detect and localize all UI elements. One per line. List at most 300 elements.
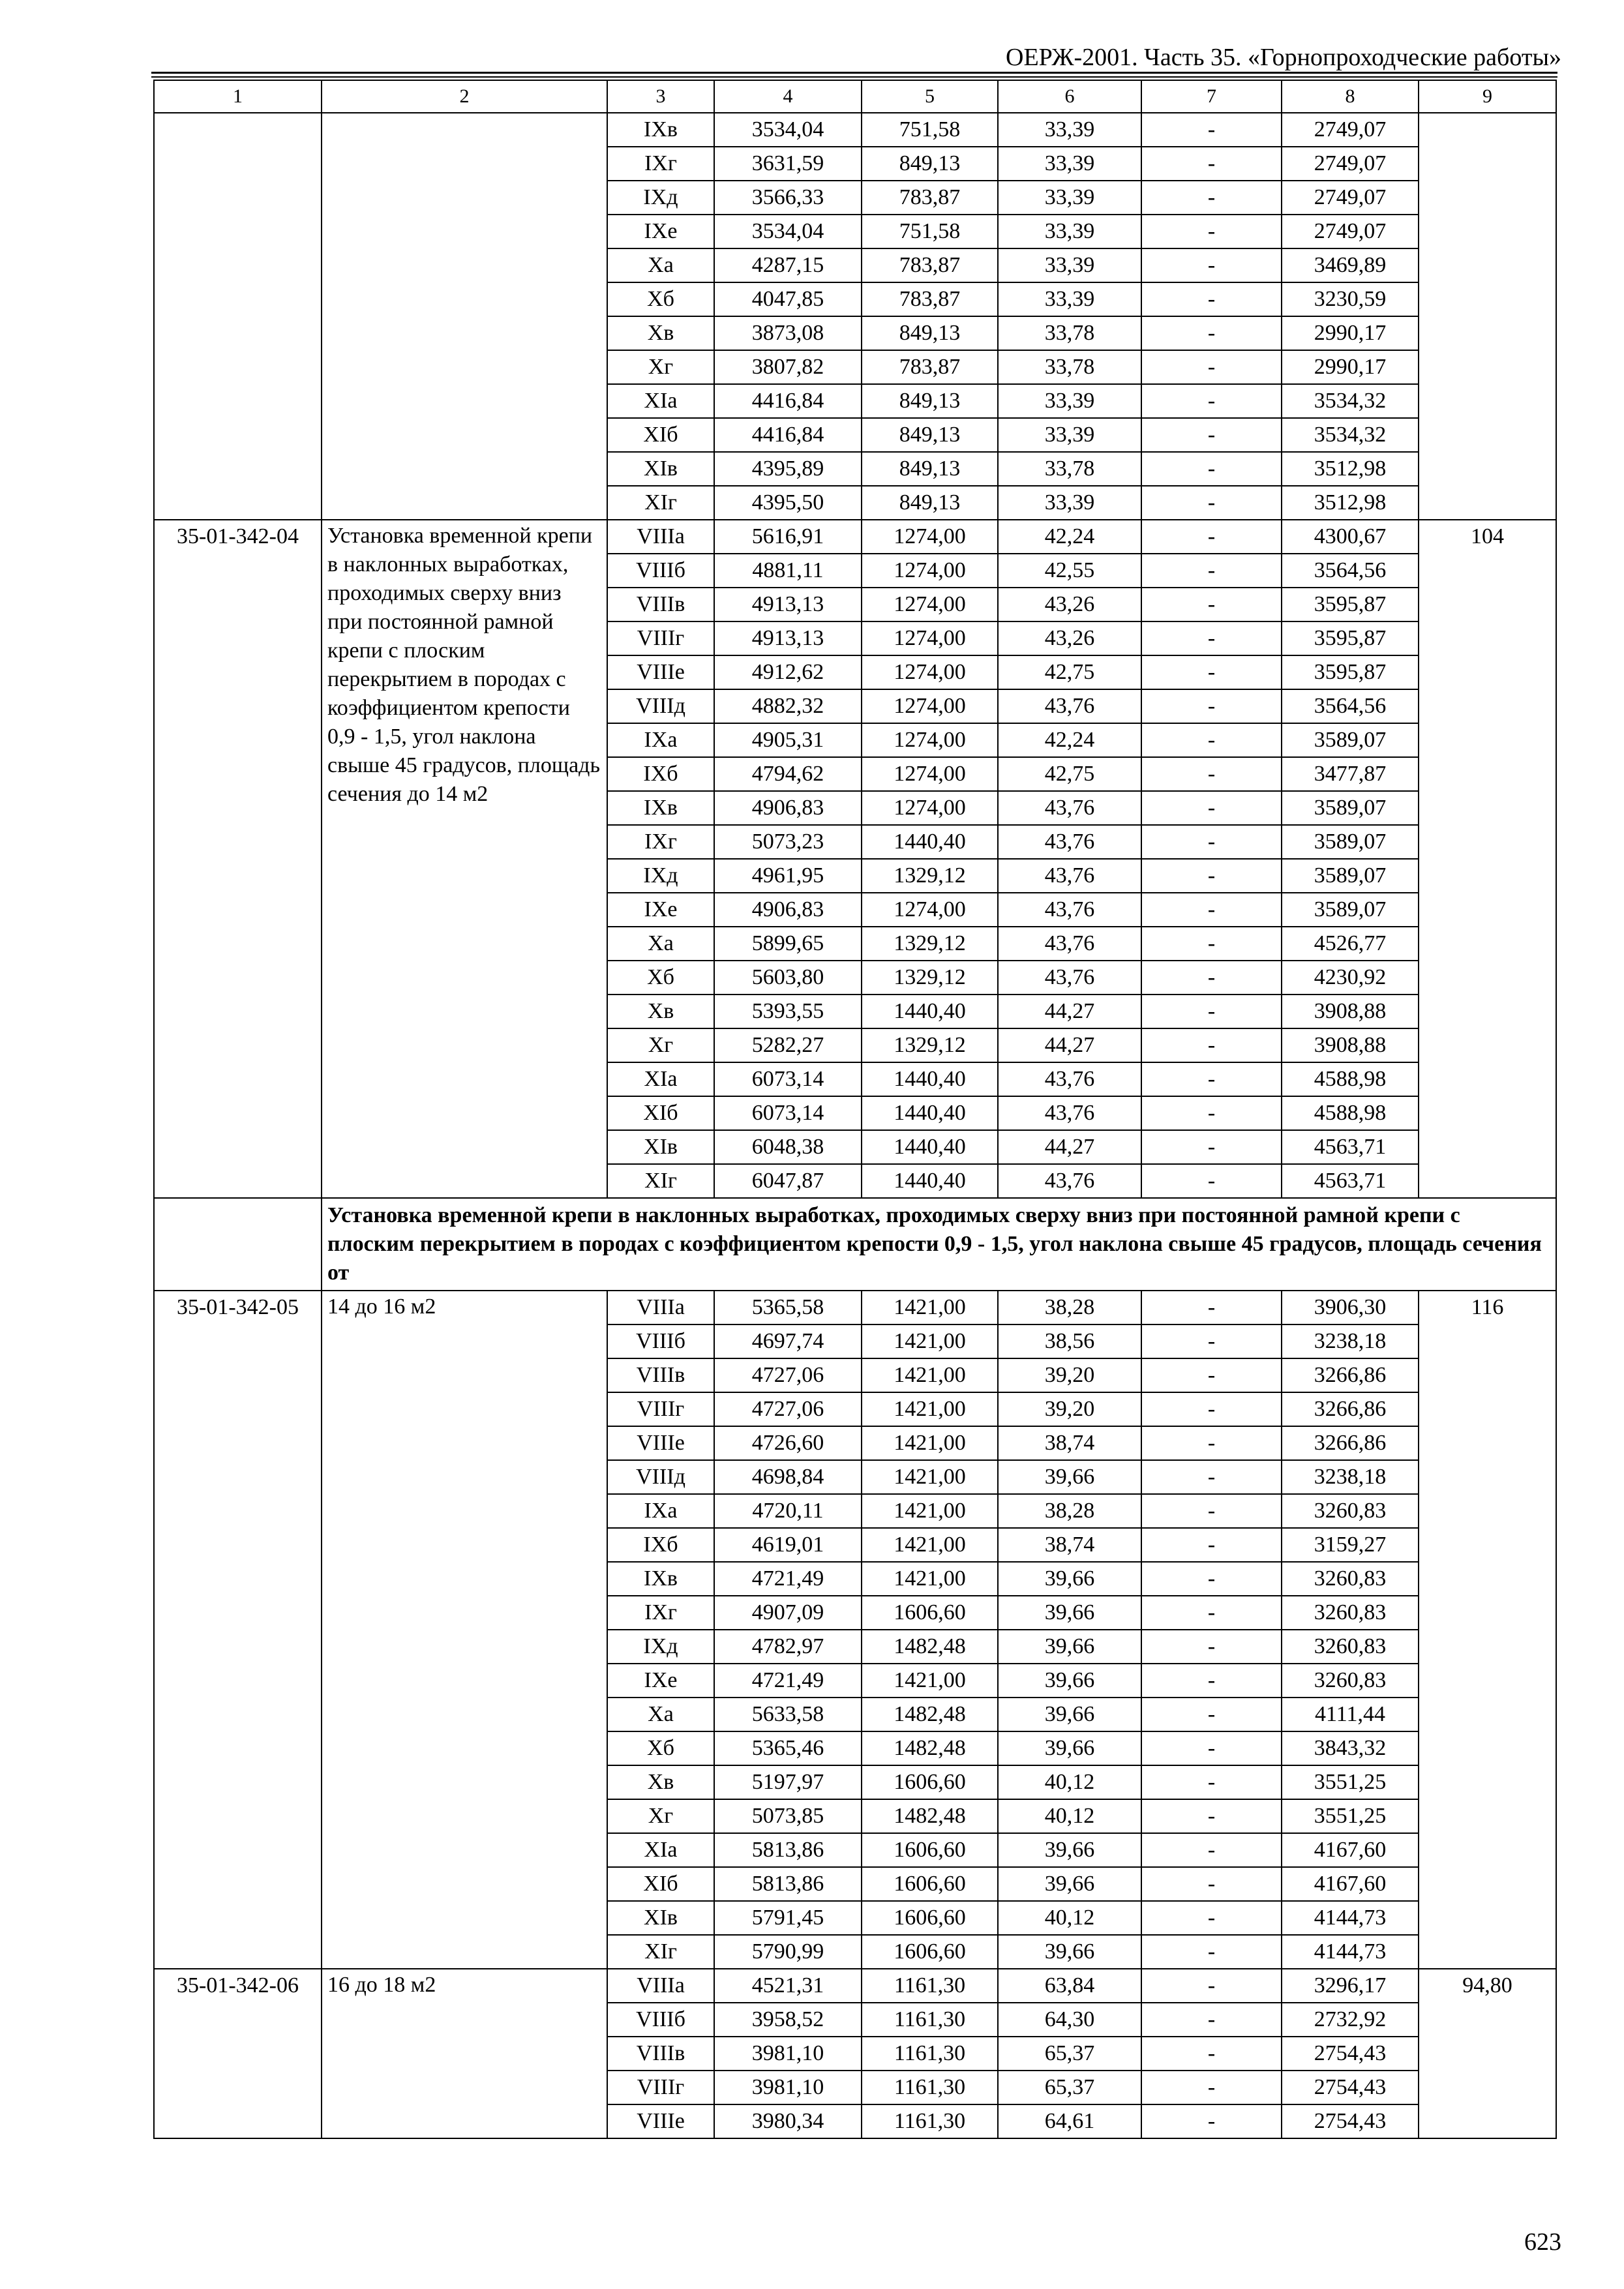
value-col7-cell: - bbox=[1141, 2037, 1282, 2071]
value-col4-cell: 4721,49 bbox=[714, 1664, 862, 1698]
column-number: 5 bbox=[862, 80, 998, 113]
value-col4-cell: 3534,04 bbox=[714, 113, 862, 147]
value-col5-cell: 1274,00 bbox=[862, 791, 998, 825]
value-col5-cell: 783,87 bbox=[862, 181, 998, 215]
value-col6-cell: 33,39 bbox=[998, 384, 1141, 418]
value-col4-cell: 5282,27 bbox=[714, 1028, 862, 1062]
value-col5-cell: 1274,00 bbox=[862, 655, 998, 689]
value-col7-cell: - bbox=[1141, 1130, 1282, 1164]
value-col4-cell: 4961,95 bbox=[714, 859, 862, 893]
value-col6-cell: 39,20 bbox=[998, 1358, 1141, 1392]
value-col7-cell: - bbox=[1141, 2071, 1282, 2104]
value-col8-cell: 3512,98 bbox=[1282, 486, 1419, 520]
group-cell: VIIIг bbox=[607, 2071, 714, 2104]
value-col5-cell: 1421,00 bbox=[862, 1494, 998, 1528]
value-col4-cell: 3980,34 bbox=[714, 2104, 862, 2138]
description-cell: 14 до 16 м2 bbox=[322, 1291, 607, 1969]
value-col7-cell: - bbox=[1141, 1096, 1282, 1130]
group-cell: VIIIг bbox=[607, 1392, 714, 1426]
group-cell: VIIIб bbox=[607, 2003, 714, 2037]
value-col8-cell: 4300,67 bbox=[1282, 520, 1419, 554]
value-col5-cell: 1274,00 bbox=[862, 893, 998, 927]
value-col5-cell: 849,13 bbox=[862, 316, 998, 350]
value-col7-cell: - bbox=[1141, 995, 1282, 1028]
value-col6-cell: 43,76 bbox=[998, 689, 1141, 723]
group-cell: IXа bbox=[607, 1494, 714, 1528]
group-cell: XIб bbox=[607, 418, 714, 452]
value-col6-cell: 39,66 bbox=[998, 1596, 1141, 1630]
column-number: 6 bbox=[998, 80, 1141, 113]
value-col5-cell: 1421,00 bbox=[862, 1392, 998, 1426]
value-col4-cell: 4721,49 bbox=[714, 1562, 862, 1596]
value-col5-cell: 1274,00 bbox=[862, 689, 998, 723]
value-col4-cell: 4881,11 bbox=[714, 554, 862, 588]
group-cell: Xв bbox=[607, 316, 714, 350]
value-col8-cell: 3595,87 bbox=[1282, 588, 1419, 621]
value-col8-cell: 4144,73 bbox=[1282, 1901, 1419, 1935]
value-col6-cell: 65,37 bbox=[998, 2071, 1141, 2104]
group-cell: Xг bbox=[607, 1799, 714, 1833]
value-col8-cell: 2754,43 bbox=[1282, 2071, 1419, 2104]
value-col8-cell: 4230,92 bbox=[1282, 961, 1419, 995]
table-body bbox=[154, 80, 1556, 2138]
value-col7-cell: - bbox=[1141, 689, 1282, 723]
group-cell: VIIIб bbox=[607, 1324, 714, 1358]
group-cell: Xв bbox=[607, 1765, 714, 1799]
group-cell: IXд bbox=[607, 859, 714, 893]
value-col6-cell: 38,28 bbox=[998, 1494, 1141, 1528]
value-col7-cell: - bbox=[1141, 1028, 1282, 1062]
value-col5-cell: 1440,40 bbox=[862, 1096, 998, 1130]
value-col4-cell: 4782,97 bbox=[714, 1630, 862, 1664]
value-col7-cell: - bbox=[1141, 147, 1282, 181]
value-col4-cell: 4416,84 bbox=[714, 384, 862, 418]
value-col6-cell: 33,39 bbox=[998, 113, 1141, 147]
group-cell: VIIIд bbox=[607, 689, 714, 723]
value-col6-cell: 43,76 bbox=[998, 893, 1141, 927]
value-col6-cell: 43,76 bbox=[998, 1062, 1141, 1096]
value-col7-cell: - bbox=[1141, 1901, 1282, 1935]
value-col6-cell: 42,24 bbox=[998, 520, 1141, 554]
value-col7-cell: - bbox=[1141, 621, 1282, 655]
value-col6-cell: 39,66 bbox=[998, 1562, 1141, 1596]
value-col4-cell: 3566,33 bbox=[714, 181, 862, 215]
group-cell: Xв bbox=[607, 995, 714, 1028]
group-cell: Xб bbox=[607, 282, 714, 316]
value-col5-cell: 1421,00 bbox=[862, 1324, 998, 1358]
value-col7-cell: - bbox=[1141, 418, 1282, 452]
value-col7-cell: - bbox=[1141, 2003, 1282, 2037]
value-col8-cell: 3266,86 bbox=[1282, 1358, 1419, 1392]
value-col6-cell: 43,26 bbox=[998, 588, 1141, 621]
value-col4-cell: 5791,45 bbox=[714, 1901, 862, 1935]
group-cell: XIг bbox=[607, 1935, 714, 1969]
value-col5-cell: 1421,00 bbox=[862, 1562, 998, 1596]
value-col5-cell: 751,58 bbox=[862, 113, 998, 147]
value-col4-cell: 6073,14 bbox=[714, 1062, 862, 1096]
value-col7-cell: - bbox=[1141, 2104, 1282, 2138]
code-cell bbox=[154, 113, 322, 520]
group-cell: XIа bbox=[607, 1062, 714, 1096]
value-col6-cell: 39,66 bbox=[998, 1833, 1141, 1867]
value-col4-cell: 4907,09 bbox=[714, 1596, 862, 1630]
column-number: 1 bbox=[154, 80, 322, 113]
page-number: 623 bbox=[1524, 2228, 1561, 2256]
value-col5-cell: 1482,48 bbox=[862, 1731, 998, 1765]
column-number: 9 bbox=[1419, 80, 1556, 113]
value-col8-cell: 3159,27 bbox=[1282, 1528, 1419, 1562]
value-col8-cell: 3843,32 bbox=[1282, 1731, 1419, 1765]
value-col4-cell: 3981,10 bbox=[714, 2037, 862, 2071]
value-col5-cell: 1329,12 bbox=[862, 927, 998, 961]
group-cell: IXг bbox=[607, 147, 714, 181]
value-col7-cell: - bbox=[1141, 520, 1282, 554]
value-col8-cell: 3564,56 bbox=[1282, 554, 1419, 588]
value-col5-cell: 1421,00 bbox=[862, 1528, 998, 1562]
value-col5-cell: 849,13 bbox=[862, 147, 998, 181]
value-col6-cell: 33,39 bbox=[998, 215, 1141, 248]
code-cell: 35-01-342-05 bbox=[154, 1291, 322, 1969]
value-col4-cell: 4882,32 bbox=[714, 689, 862, 723]
value-col5-cell: 1421,00 bbox=[862, 1664, 998, 1698]
value-col5-cell: 1440,40 bbox=[862, 1130, 998, 1164]
value-col4-cell: 4416,84 bbox=[714, 418, 862, 452]
value-col4-cell: 4906,83 bbox=[714, 893, 862, 927]
column-number: 3 bbox=[607, 80, 714, 113]
header-rule-secondary bbox=[151, 76, 1557, 78]
value-col8-cell: 3260,83 bbox=[1282, 1630, 1419, 1664]
value-col8-cell: 3595,87 bbox=[1282, 621, 1419, 655]
value-col7-cell: - bbox=[1141, 350, 1282, 384]
value-col6-cell: 33,39 bbox=[998, 147, 1141, 181]
value-col8-cell: 4144,73 bbox=[1282, 1935, 1419, 1969]
value-col8-cell: 3260,83 bbox=[1282, 1664, 1419, 1698]
value-col4-cell: 5813,86 bbox=[714, 1833, 862, 1867]
group-cell: Xа bbox=[607, 248, 714, 282]
value-col7-cell: - bbox=[1141, 1426, 1282, 1460]
table-row bbox=[154, 1291, 1556, 1324]
value-col4-cell: 5365,58 bbox=[714, 1291, 862, 1324]
group-cell: VIIIд bbox=[607, 1460, 714, 1494]
group-cell: XIг bbox=[607, 1164, 714, 1198]
value-col8-cell: 3589,07 bbox=[1282, 791, 1419, 825]
code-cell: 35-01-342-04 bbox=[154, 520, 322, 1198]
value-col7-cell: - bbox=[1141, 1494, 1282, 1528]
group-cell: VIIIв bbox=[607, 2037, 714, 2071]
group-cell: IXв bbox=[607, 113, 714, 147]
value-col5-cell: 849,13 bbox=[862, 486, 998, 520]
value-col6-cell: 38,56 bbox=[998, 1324, 1141, 1358]
value-col7-cell: - bbox=[1141, 859, 1282, 893]
group-cell: IXв bbox=[607, 791, 714, 825]
value-col8-cell: 3589,07 bbox=[1282, 723, 1419, 757]
value-col5-cell: 849,13 bbox=[862, 418, 998, 452]
value-col7-cell: - bbox=[1141, 1799, 1282, 1833]
group-cell: IXе bbox=[607, 893, 714, 927]
value-col6-cell: 43,76 bbox=[998, 927, 1141, 961]
value-col8-cell: 4563,71 bbox=[1282, 1164, 1419, 1198]
value-col8-cell: 2990,17 bbox=[1282, 350, 1419, 384]
value-col7-cell: - bbox=[1141, 893, 1282, 927]
value-col4-cell: 4395,89 bbox=[714, 452, 862, 486]
value-col8-cell: 4526,77 bbox=[1282, 927, 1419, 961]
value-col6-cell: 40,12 bbox=[998, 1765, 1141, 1799]
value-col7-cell: - bbox=[1141, 588, 1282, 621]
group-cell: IXе bbox=[607, 1664, 714, 1698]
value-col8-cell: 2754,43 bbox=[1282, 2104, 1419, 2138]
value-col6-cell: 39,66 bbox=[998, 1698, 1141, 1731]
value-col5-cell: 849,13 bbox=[862, 384, 998, 418]
value-col4-cell: 4727,06 bbox=[714, 1392, 862, 1426]
value-col7-cell: - bbox=[1141, 1935, 1282, 1969]
group-cell: VIIIе bbox=[607, 655, 714, 689]
value-col8-cell: 3230,59 bbox=[1282, 282, 1419, 316]
group-cell: XIг bbox=[607, 486, 714, 520]
value-col5-cell: 1606,60 bbox=[862, 1867, 998, 1901]
value-col6-cell: 33,78 bbox=[998, 452, 1141, 486]
value-col7-cell: - bbox=[1141, 1698, 1282, 1731]
value-col6-cell: 40,12 bbox=[998, 1901, 1141, 1935]
value-col7-cell: - bbox=[1141, 1528, 1282, 1562]
value-col4-cell: 6047,87 bbox=[714, 1164, 862, 1198]
value-col6-cell: 39,66 bbox=[998, 1935, 1141, 1969]
column-number-row bbox=[154, 80, 1556, 113]
value-col8-cell: 3564,56 bbox=[1282, 689, 1419, 723]
description-cell: 16 до 18 м2 bbox=[322, 1969, 607, 2138]
value-col8-cell: 2990,17 bbox=[1282, 316, 1419, 350]
value-col8-cell: 3908,88 bbox=[1282, 995, 1419, 1028]
value-col8-cell: 2732,92 bbox=[1282, 2003, 1419, 2037]
value-col5-cell: 849,13 bbox=[862, 452, 998, 486]
value-col7-cell: - bbox=[1141, 1460, 1282, 1494]
value-col6-cell: 33,78 bbox=[998, 350, 1141, 384]
group-cell: XIб bbox=[607, 1096, 714, 1130]
value-col5-cell: 1274,00 bbox=[862, 588, 998, 621]
value-col5-cell: 1161,30 bbox=[862, 2104, 998, 2138]
group-cell: VIIIе bbox=[607, 1426, 714, 1460]
value-col5-cell: 1440,40 bbox=[862, 1062, 998, 1096]
value-col4-cell: 3534,04 bbox=[714, 215, 862, 248]
value-col5-cell: 1274,00 bbox=[862, 520, 998, 554]
value-col7-cell: - bbox=[1141, 1731, 1282, 1765]
value-col6-cell: 43,76 bbox=[998, 1164, 1141, 1198]
value-col5-cell: 1440,40 bbox=[862, 1164, 998, 1198]
value-col7-cell: - bbox=[1141, 927, 1282, 961]
value-col7-cell: - bbox=[1141, 723, 1282, 757]
value-col6-cell: 63,84 bbox=[998, 1969, 1141, 2003]
group-cell: Xа bbox=[607, 927, 714, 961]
value-col7-cell: - bbox=[1141, 1164, 1282, 1198]
value-col7-cell: - bbox=[1141, 486, 1282, 520]
value-col5-cell: 1440,40 bbox=[862, 995, 998, 1028]
value-col5-cell: 1161,30 bbox=[862, 1969, 998, 2003]
value-col7-cell: - bbox=[1141, 215, 1282, 248]
value-col7-cell: - bbox=[1141, 655, 1282, 689]
group-cell: IXб bbox=[607, 757, 714, 791]
value-col6-cell: 42,55 bbox=[998, 554, 1141, 588]
value-col4-cell: 4727,06 bbox=[714, 1358, 862, 1392]
group-cell: VIIIб bbox=[607, 554, 714, 588]
value-col8-cell: 2754,43 bbox=[1282, 2037, 1419, 2071]
value-col8-cell: 3266,86 bbox=[1282, 1392, 1419, 1426]
value-col4-cell: 4794,62 bbox=[714, 757, 862, 791]
value-col6-cell: 43,76 bbox=[998, 791, 1141, 825]
code-cell: 35-01-342-06 bbox=[154, 1969, 322, 2138]
group-cell: IXг bbox=[607, 1596, 714, 1630]
value-col7-cell: - bbox=[1141, 452, 1282, 486]
value-col5-cell: 783,87 bbox=[862, 282, 998, 316]
value-col8-cell: 3551,25 bbox=[1282, 1765, 1419, 1799]
value-col4-cell: 5633,58 bbox=[714, 1698, 862, 1731]
value-col5-cell: 1161,30 bbox=[862, 2071, 998, 2104]
value-col8-cell: 3296,17 bbox=[1282, 1969, 1419, 2003]
group-cell: VIIIг bbox=[607, 621, 714, 655]
value-col7-cell: - bbox=[1141, 248, 1282, 282]
value-col6-cell: 38,74 bbox=[998, 1528, 1141, 1562]
description-cell bbox=[322, 113, 607, 520]
value-col4-cell: 4698,84 bbox=[714, 1460, 862, 1494]
value-col5-cell: 783,87 bbox=[862, 350, 998, 384]
value-col5-cell: 1274,00 bbox=[862, 757, 998, 791]
group-cell: VIIIе bbox=[607, 2104, 714, 2138]
section-title-row bbox=[154, 1198, 1556, 1291]
value-col4-cell: 5393,55 bbox=[714, 995, 862, 1028]
group-cell: XIв bbox=[607, 1130, 714, 1164]
value-col7-cell: - bbox=[1141, 1562, 1282, 1596]
group-cell: IXб bbox=[607, 1528, 714, 1562]
group-cell: IXг bbox=[607, 825, 714, 859]
value-col8-cell: 3908,88 bbox=[1282, 1028, 1419, 1062]
value-col8-cell: 3589,07 bbox=[1282, 893, 1419, 927]
value-col7-cell: - bbox=[1141, 1291, 1282, 1324]
value-col5-cell: 1482,48 bbox=[862, 1799, 998, 1833]
value-col7-cell: - bbox=[1141, 1358, 1282, 1392]
value-col5-cell: 751,58 bbox=[862, 215, 998, 248]
value-col4-cell: 5790,99 bbox=[714, 1935, 862, 1969]
group-cell: XIв bbox=[607, 1901, 714, 1935]
value-col5-cell: 1161,30 bbox=[862, 2003, 998, 2037]
value-col5-cell: 1329,12 bbox=[862, 961, 998, 995]
value-col4-cell: 4395,50 bbox=[714, 486, 862, 520]
value-col5-cell: 1606,60 bbox=[862, 1596, 998, 1630]
section-title-spacer bbox=[154, 1198, 322, 1291]
value-col8-cell: 3469,89 bbox=[1282, 248, 1419, 282]
value-col7-cell: - bbox=[1141, 1664, 1282, 1698]
group-cell: XIа bbox=[607, 384, 714, 418]
value-col5-cell: 1274,00 bbox=[862, 621, 998, 655]
value-col5-cell: 1274,00 bbox=[862, 723, 998, 757]
value-col8-cell: 3238,18 bbox=[1282, 1324, 1419, 1358]
value-col4-cell: 4287,15 bbox=[714, 248, 862, 282]
value-col6-cell: 39,66 bbox=[998, 1630, 1141, 1664]
value-col4-cell: 4906,83 bbox=[714, 791, 862, 825]
group-cell: VIIIв bbox=[607, 1358, 714, 1392]
value-col6-cell: 33,39 bbox=[998, 418, 1141, 452]
value-col7-cell: - bbox=[1141, 1596, 1282, 1630]
value-col7-cell: - bbox=[1141, 757, 1282, 791]
value-col8-cell: 4588,98 bbox=[1282, 1096, 1419, 1130]
value-col5-cell: 1440,40 bbox=[862, 825, 998, 859]
value-col7-cell: - bbox=[1141, 1765, 1282, 1799]
norms-table bbox=[153, 80, 1557, 2139]
value-col4-cell: 4521,31 bbox=[714, 1969, 862, 2003]
value-col8-cell: 3477,87 bbox=[1282, 757, 1419, 791]
value-col5-cell: 1421,00 bbox=[862, 1358, 998, 1392]
group-cell: IXв bbox=[607, 1562, 714, 1596]
group-cell: VIIIа bbox=[607, 1969, 714, 2003]
value-col4-cell: 5073,23 bbox=[714, 825, 862, 859]
value-col7-cell: - bbox=[1141, 316, 1282, 350]
value-col8-cell: 3512,98 bbox=[1282, 452, 1419, 486]
group-cell: VIIIа bbox=[607, 520, 714, 554]
value-col5-cell: 1482,48 bbox=[862, 1630, 998, 1664]
value-col8-cell: 2749,07 bbox=[1282, 215, 1419, 248]
value-col8-cell: 2749,07 bbox=[1282, 113, 1419, 147]
column-number: 4 bbox=[714, 80, 862, 113]
col9-cell: 94,80 bbox=[1419, 1969, 1556, 2138]
value-col8-cell: 2749,07 bbox=[1282, 181, 1419, 215]
value-col5-cell: 1606,60 bbox=[862, 1901, 998, 1935]
section-title: Установка временной крепи в наклонных выработках, проходимых сверху вниз при постоянной рамной крепи с плоским перекрытием в породах с коэффициентом крепости 0,9 - 1,5, угол наклона свыше 45 градусов, площадь сечения от bbox=[322, 1198, 1556, 1291]
value-col6-cell: 43,76 bbox=[998, 859, 1141, 893]
value-col6-cell: 42,75 bbox=[998, 757, 1141, 791]
value-col4-cell: 3807,82 bbox=[714, 350, 862, 384]
value-col4-cell: 4619,01 bbox=[714, 1528, 862, 1562]
value-col8-cell: 3589,07 bbox=[1282, 825, 1419, 859]
value-col4-cell: 4047,85 bbox=[714, 282, 862, 316]
value-col7-cell: - bbox=[1141, 961, 1282, 995]
value-col5-cell: 1329,12 bbox=[862, 1028, 998, 1062]
value-col6-cell: 39,66 bbox=[998, 1731, 1141, 1765]
col9-cell: 116 bbox=[1419, 1291, 1556, 1969]
value-col6-cell: 43,76 bbox=[998, 1096, 1141, 1130]
value-col7-cell: - bbox=[1141, 282, 1282, 316]
value-col7-cell: - bbox=[1141, 1392, 1282, 1426]
value-col5-cell: 1274,00 bbox=[862, 554, 998, 588]
value-col6-cell: 65,37 bbox=[998, 2037, 1141, 2071]
value-col4-cell: 4912,62 bbox=[714, 655, 862, 689]
value-col5-cell: 1421,00 bbox=[862, 1460, 998, 1494]
description-cell: Установка временной крепи в наклонных выработках, проходимых сверху вниз при постоянной рамной крепи с плоским перекрытием в породах с коэффициентом крепости 0,9 - 1,5, угол наклона свыше 45 градусов, площадь сечения до 14 м2 bbox=[322, 520, 607, 1198]
column-number: 8 bbox=[1282, 80, 1419, 113]
value-col7-cell: - bbox=[1141, 554, 1282, 588]
value-col7-cell: - bbox=[1141, 1324, 1282, 1358]
group-cell: XIв bbox=[607, 452, 714, 486]
value-col4-cell: 5899,65 bbox=[714, 927, 862, 961]
value-col8-cell: 4563,71 bbox=[1282, 1130, 1419, 1164]
group-cell: XIб bbox=[607, 1867, 714, 1901]
value-col5-cell: 1421,00 bbox=[862, 1291, 998, 1324]
value-col8-cell: 3266,86 bbox=[1282, 1426, 1419, 1460]
value-col5-cell: 1421,00 bbox=[862, 1426, 998, 1460]
value-col4-cell: 4720,11 bbox=[714, 1494, 862, 1528]
group-cell: Xг bbox=[607, 1028, 714, 1062]
value-col7-cell: - bbox=[1141, 1867, 1282, 1901]
value-col6-cell: 39,66 bbox=[998, 1867, 1141, 1901]
value-col8-cell: 3534,32 bbox=[1282, 384, 1419, 418]
value-col7-cell: - bbox=[1141, 1062, 1282, 1096]
value-col4-cell: 5073,85 bbox=[714, 1799, 862, 1833]
page-header-title: ОЕРЖ-2001. Часть 35. «Горнопроходческие работы» bbox=[1006, 44, 1561, 71]
value-col4-cell: 6073,14 bbox=[714, 1096, 862, 1130]
value-col6-cell: 44,27 bbox=[998, 1028, 1141, 1062]
value-col8-cell: 3906,30 bbox=[1282, 1291, 1419, 1324]
value-col7-cell: - bbox=[1141, 113, 1282, 147]
value-col8-cell: 4167,60 bbox=[1282, 1833, 1419, 1867]
group-cell: VIIIа bbox=[607, 1291, 714, 1324]
value-col5-cell: 1606,60 bbox=[862, 1765, 998, 1799]
group-cell: XIа bbox=[607, 1833, 714, 1867]
